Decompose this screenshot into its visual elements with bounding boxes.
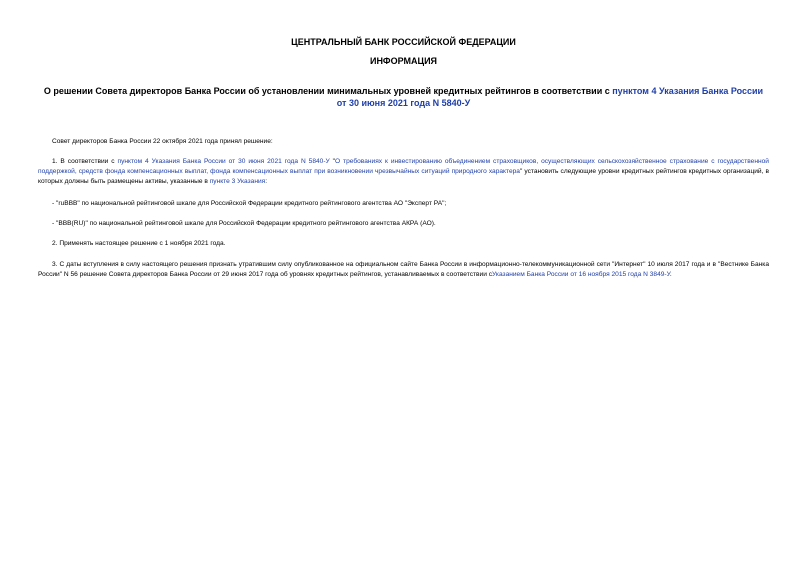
paragraph-1-prefix: 1. В соответствии с (52, 158, 118, 165)
document-title (38, 85, 769, 109)
paragraph-2: 2. Применять настоящее решение с 1 ноября 2021 года. (52, 240, 226, 247)
paragraph-3-text: 3. С даты вступления в силу настоящего решения признать утратившим силу опубликованное на официальном сайте Банка России в информационно-телекоммуникационной сети "Интернет" 10 июля 2017 года и в "Вестнике Банка России" N 56 решение Совета директоров Банка России от 29 июня 2017 года об уровнях кредитных рейтингов, устанавливаемых в соответствии с (38, 261, 769, 278)
paragraph-1-suffix: : (265, 178, 268, 185)
paragraph-3 (38, 260, 769, 280)
ordinance-title-link[interactable]: О требованиях к инвестированию объединением страховщиков, осуществляющих сельскохозяйственное страхование с государственной поддержкой, средств фонда компенсационных выплат, фонда компенсационных выплат при возникновении чрезвычайных ситуаций природного характера (38, 158, 769, 175)
title-reference-link[interactable]: пунктом 4 Указания Банка России от 30 июня 2021 года N 5840-У (336, 86, 764, 108)
paragraph-3-suffix: . (669, 271, 672, 278)
rating-bullet-expert-ra: - "ruBBB" по национальной рейтинговой шкале для Российской Федерации кредитного рейтингового агентства АО "Эксперт РА"; (52, 200, 447, 207)
rating-bullet-akra: - "BBB(RU)" по национальной рейтинговой шкале для Российской Федерации кредитного рейтингового агентства АКРА (АО). (52, 220, 436, 227)
paragraph-1-middle: " установить следующие уровни кредитных рейтингов кредитных организаций, в которых должны быть размещены активы, указанные в (38, 168, 769, 185)
paragraph-1 (38, 157, 769, 187)
paragraph-1-quote-open: " (329, 158, 335, 165)
document-type-heading: ИНФОРМАЦИЯ (369, 56, 438, 66)
ordinance-3849-link[interactable]: Указанием Банка России от 16 ноября 2015 года N 3849-У (492, 271, 670, 278)
ordinance-point-4-link[interactable]: пунктом 4 Указания Банка России от 30 июня 2021 года N 5840-У (117, 158, 330, 165)
ordinance-point-3-link[interactable]: пункте 3 Указания (209, 178, 266, 185)
organization-heading: ЦЕНТРАЛЬНЫЙ БАНК РОССИЙСКОЙ ФЕДЕРАЦИИ (291, 37, 516, 47)
intro-paragraph: Совет директоров Банка России 22 октября 2021 года принял решение: (52, 138, 273, 145)
document-title-text: О решении Совета директоров Банка России об установлении минимальных уровней кредитных рейтингов в соответствии с (43, 86, 613, 96)
